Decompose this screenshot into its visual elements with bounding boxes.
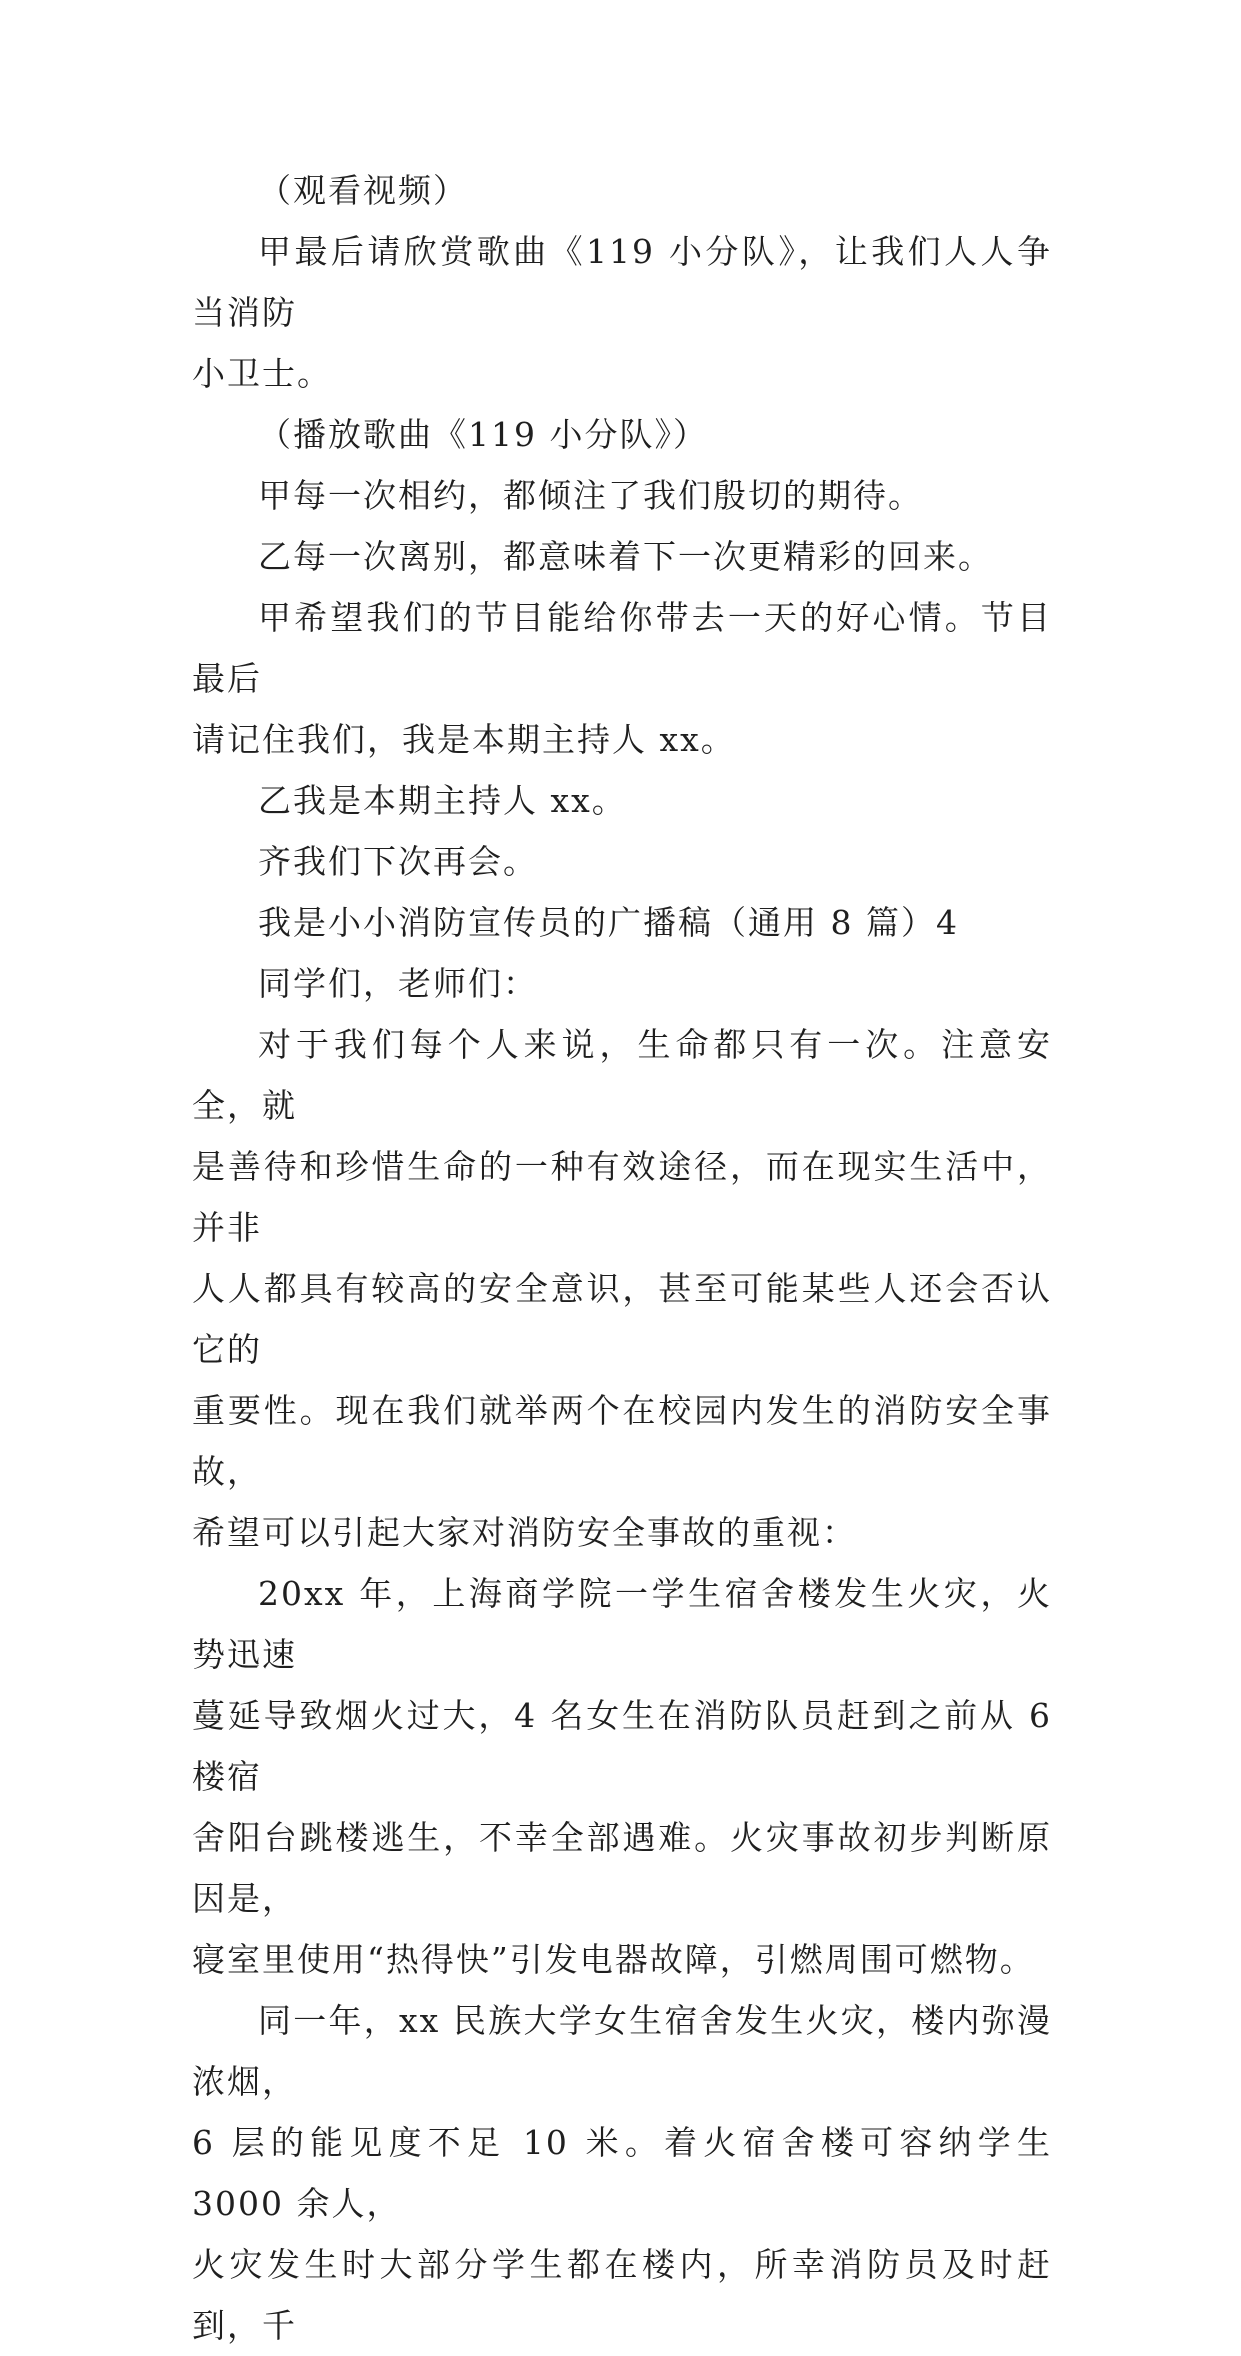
text-line: 乙我是本期主持人 xx。 [258, 781, 627, 820]
paragraph [192, 526, 1052, 587]
text-line: 齐我们下次再会。 [258, 842, 538, 881]
text-line: 蔓延导致烟火过大，4 名女生在消防队员赶到之前从 6 楼宿 [192, 1696, 1052, 1796]
paragraph [192, 953, 1052, 1014]
text-line: 火灾发生时大部分学生都在楼内，所幸消防员及时赶到，千 [192, 2245, 1052, 2345]
text-line: 甲每一次相约，都倾注了我们殷切的期待。 [258, 476, 923, 515]
paragraph [192, 221, 1052, 404]
text-line: 请记住我们，我是本期主持人 xx。 [192, 720, 736, 759]
text-line: 同一年，xx 民族大学女生宿舍发生火灾，楼内弥漫浓烟， [192, 2001, 1052, 2101]
text-line: 同学们，老师们： [258, 964, 538, 1003]
text-line: （播放歌曲《119 小分队》） [258, 415, 708, 454]
text-line: 寝室里使用“热得快”引发电器故障，引燃周围可燃物。 [192, 1940, 1035, 1979]
text-line: 6 层的能见度不足 10 米。着火宿舍楼可容纳学生 3000 余人， [192, 2123, 1052, 2223]
text-line: 舍阳台跳楼逃生，不幸全部遇难。火灾事故初步判断原因是， [192, 1818, 1052, 1918]
text-line: 人人都具有较高的安全意识，甚至可能某些人还会否认它的 [192, 1269, 1052, 1369]
paragraph [192, 587, 1052, 770]
text-line: （观看视频） [258, 171, 468, 210]
text-line: 我是小小消防宣传员的广播稿（通用 8 篇）4 [258, 903, 959, 942]
document-body [192, 160, 1052, 2356]
text-line: 重要性。现在我们就举两个在校园内发生的消防安全事故， [192, 1391, 1052, 1491]
paragraph [192, 770, 1052, 831]
paragraph [192, 1990, 1052, 2356]
paragraph [192, 404, 1052, 465]
paragraph [192, 1014, 1052, 1563]
section-heading [192, 892, 1052, 953]
text-line: 甲最后请欣赏歌曲《119 小分队》，让我们人人争当消防 [192, 232, 1052, 332]
paragraph [192, 831, 1052, 892]
text-line: 乙每一次离别，都意味着下一次更精彩的回来。 [258, 537, 993, 576]
text-line: 小卫士。 [192, 354, 332, 393]
text-line: 20xx 年，上海商学院一学生宿舍楼发生火灾，火势迅速 [192, 1574, 1052, 1674]
text-line: 对于我们每个人来说，生命都只有一次。注意安全，就 [192, 1025, 1052, 1125]
text-line: 希望可以引起大家对消防安全事故的重视： [192, 1513, 857, 1552]
paragraph [192, 1563, 1052, 1990]
paragraph [192, 465, 1052, 526]
paragraph [192, 160, 1052, 221]
text-line: 甲希望我们的节目能给你带去一天的好心情。节目最后 [192, 598, 1052, 698]
text-line: 是善待和珍惜生命的一种有效途径，而在现实生活中，并非 [192, 1147, 1052, 1247]
